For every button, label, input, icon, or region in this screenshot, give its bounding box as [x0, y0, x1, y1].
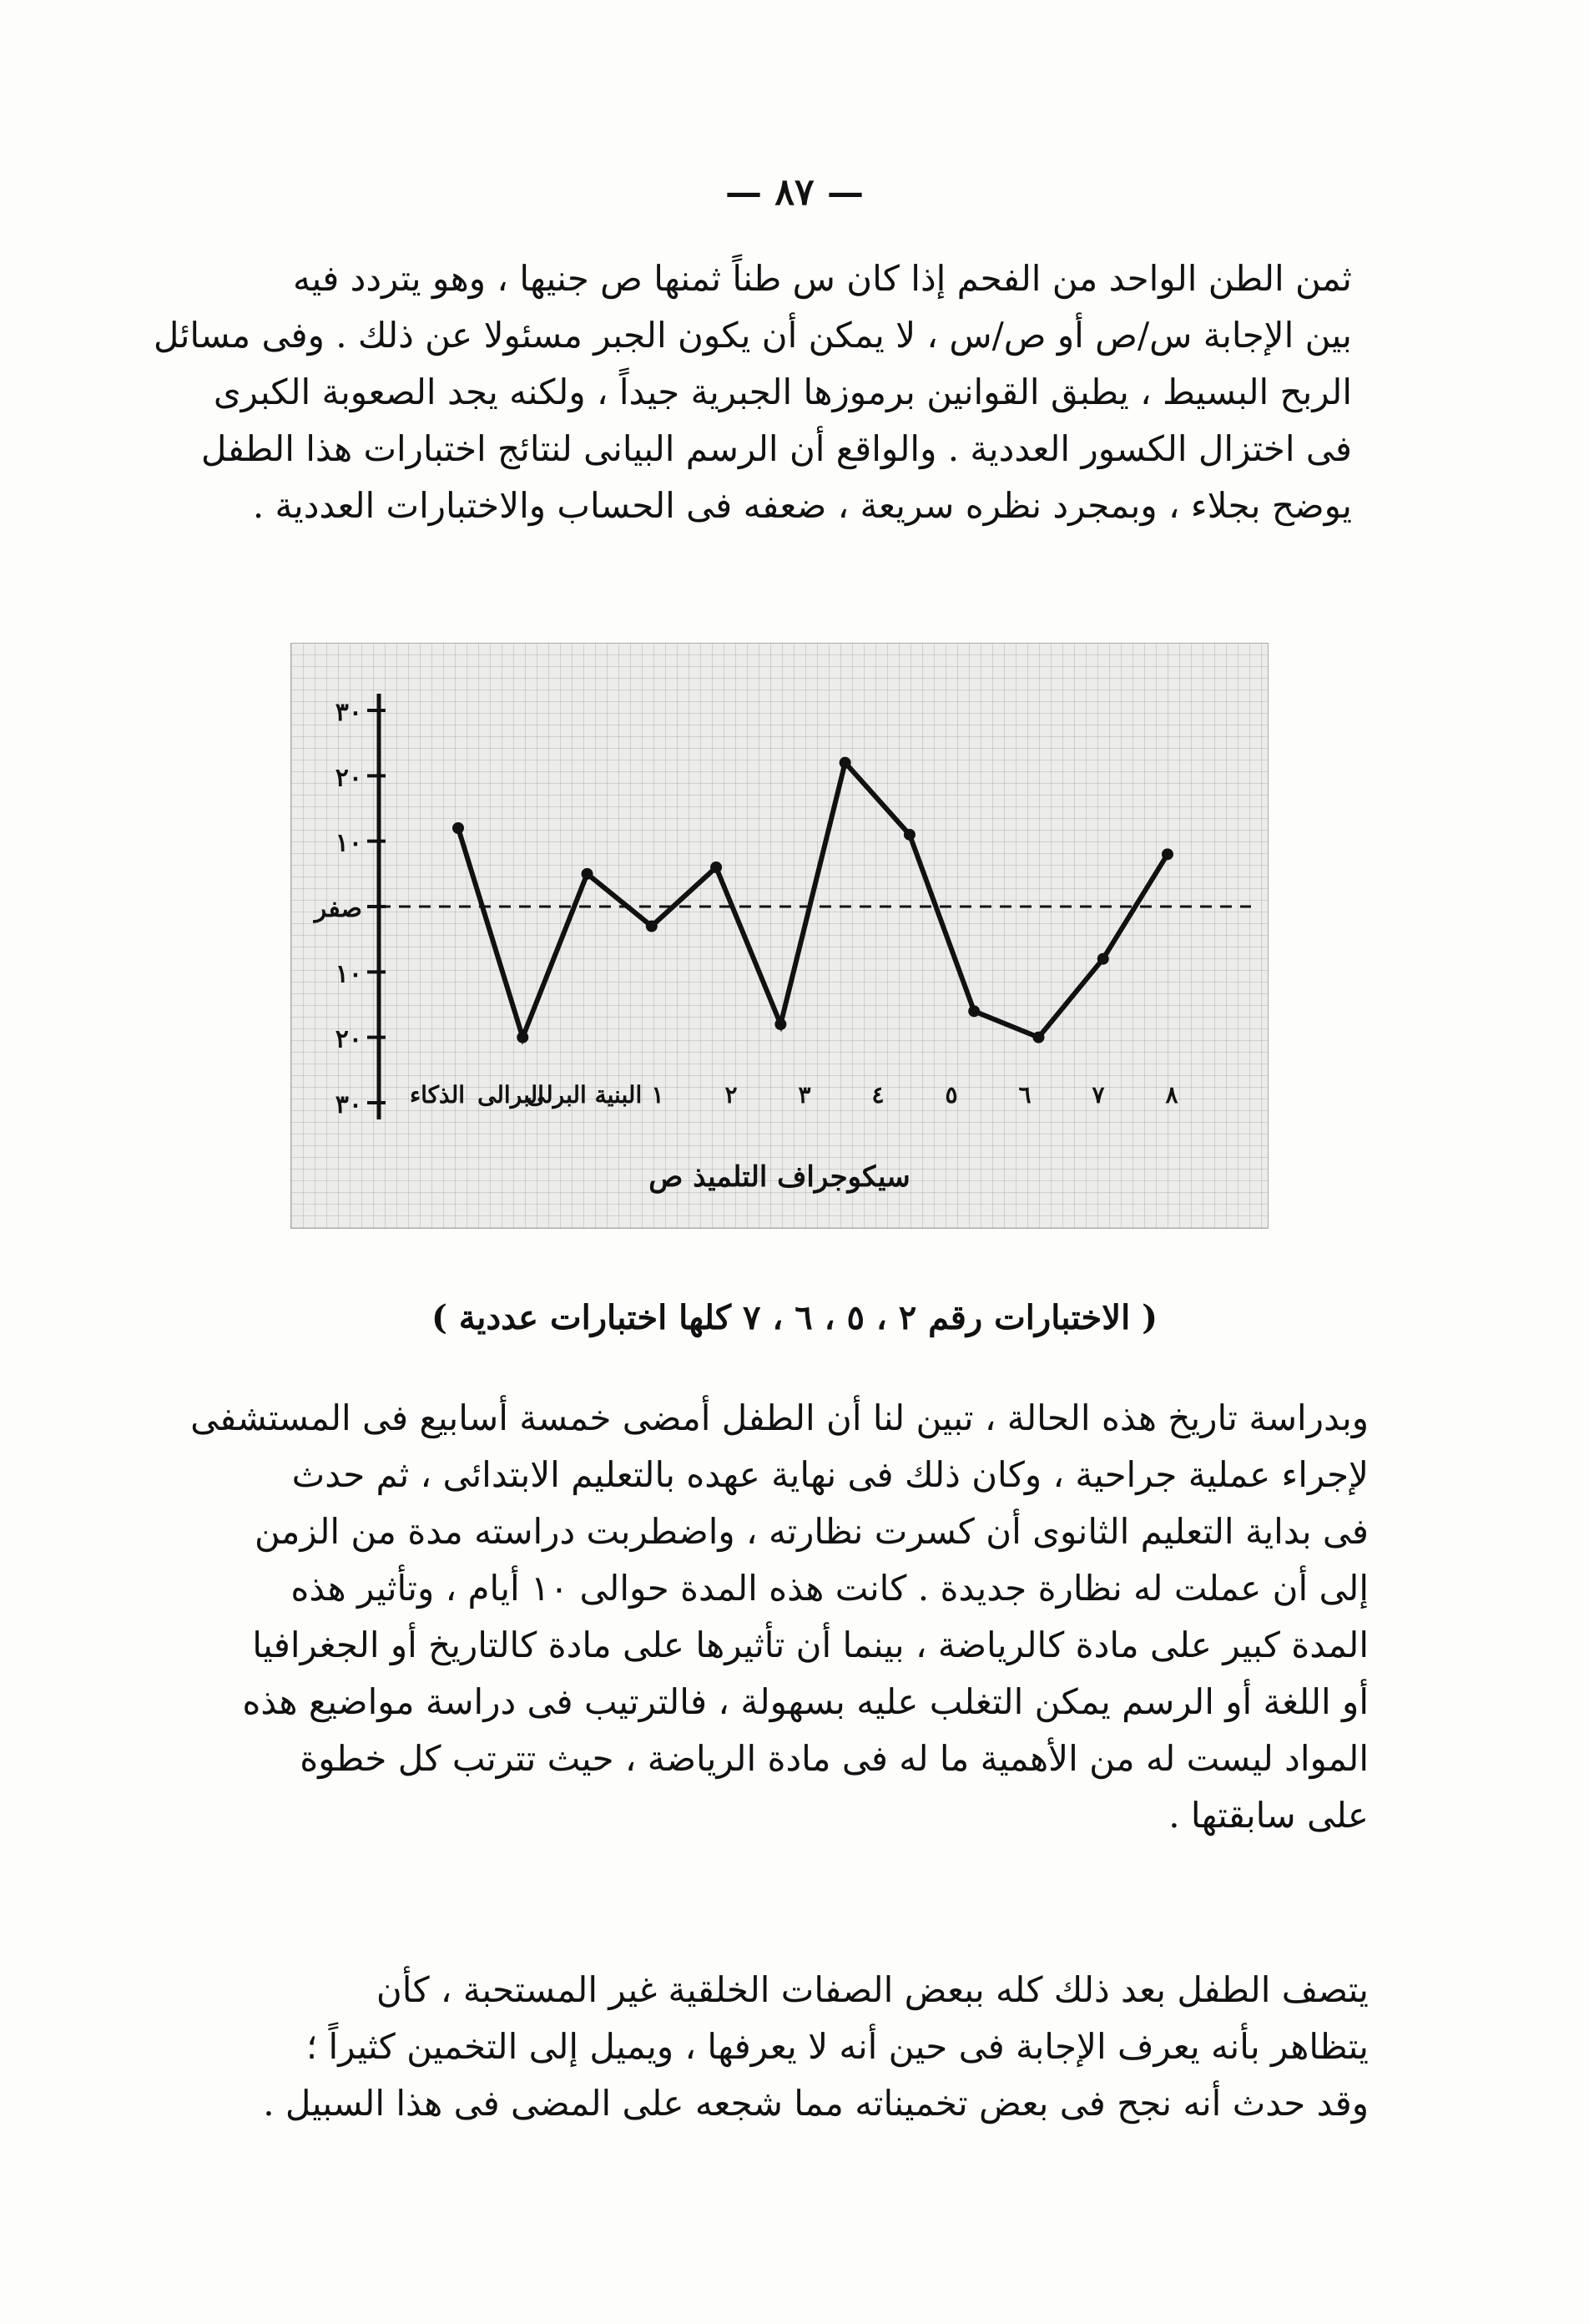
data-point — [904, 829, 916, 841]
data-point — [774, 1018, 786, 1030]
text-line: يتظاهر بأنه يعرف الإجابة فى حين أنه لا يعرفها ، ويميل إلى التخمين كثيراً ؛ — [305, 2026, 1369, 2067]
text-line: وقد حدث أنه نجح فى بعض تخميناته مما شجعه على المضى فى هذا السبيل . — [263, 2083, 1369, 2124]
text-line: يتصف الطفل بعد ذلك كله ببعض الصفات الخلقية غير المستحبة ، كأن — [376, 1969, 1369, 2010]
x-tick-label: ٦ — [1018, 1081, 1032, 1109]
text-line: بين الإجابة س/ص أو ص/س ، لا يمكن أن يكون الجبر مسئولا عن ذلك . وفى مسائل — [153, 315, 1352, 356]
text-line: وبدراسة تاريخ هذه الحالة ، تبين لنا أن الطفل أمضى خمسة أسابيع فى المستشفى — [190, 1397, 1369, 1438]
series-line — [458, 763, 1168, 1038]
text-line: الربح البسيط ، يطبق القوانين برموزها الجبرية جيداً ، ولكنه يجد الصعوبة الكبرى — [213, 371, 1352, 412]
x-tick-label: البرالى — [477, 1081, 544, 1109]
x-tick-label: ٧ — [1092, 1081, 1105, 1109]
x-axis-label: سيكوجراف التلميذ ص — [648, 1160, 911, 1194]
x-tick-label: ٢ — [724, 1081, 738, 1109]
text-line: المواد ليست له من الأهمية ما له فى مادة الرياضة ، حيث تترتب كل خطوة — [300, 1738, 1369, 1779]
data-point — [452, 822, 464, 834]
data-point — [840, 757, 851, 769]
x-tick-label: ٤ — [871, 1081, 885, 1109]
text-line: على سابقتها . — [1168, 1795, 1369, 1836]
text-line: إلى أن عملت له نظارة جديدة . كانت هذه المدة حوالى ١٠ أيام ، وتأثير هذه — [290, 1568, 1369, 1609]
data-point — [646, 921, 658, 932]
psychograph-chart — [290, 643, 1269, 1229]
y-tick-label: ٢٠ — [335, 1024, 362, 1054]
x-tick-label: ١ — [651, 1081, 664, 1109]
body-paragraph-2 — [225, 1962, 1369, 2132]
data-point — [517, 1032, 528, 1043]
data-point — [1097, 953, 1109, 965]
page-number: — ٨٧ — — [725, 171, 864, 214]
y-tick-label: ٣٠ — [335, 698, 362, 727]
y-tick-label: ٣٠ — [335, 1090, 362, 1119]
x-tick-label: ٨ — [1165, 1081, 1178, 1109]
intro-paragraph — [153, 250, 1352, 534]
y-tick-label: صفر — [314, 894, 362, 923]
x-tick-label: الذكاء — [409, 1081, 466, 1109]
text-line: فى اختزال الكسور العددية . والواقع أن الرسم البيانى لنتائج اختبارات هذا الطفل — [200, 428, 1352, 469]
text-line: أو اللغة أو الرسم يمكن التغلب عليه بسهولة ، فالترتيب فى دراسة مواضيع هذه — [242, 1681, 1369, 1722]
text-line: المدة كبير على مادة كالرياضة ، بينما أن تأثيرها على مادة كالتاريخ أو الجغرافيا — [252, 1624, 1369, 1665]
figure-caption: ( الاختبارات رقم ٢ ، ٥ ، ٦ ، ٧ كلها اختبارات عددية ) — [431, 1298, 1158, 1337]
data-point — [582, 868, 593, 880]
data-point — [968, 1005, 980, 1017]
body-paragraph-1 — [190, 1390, 1369, 1844]
data-point — [1032, 1032, 1044, 1043]
x-tick-label: البنية البرلى — [526, 1081, 643, 1109]
text-line: يوضح بجلاء ، وبمجرد نظره سريعة ، ضعفه فى الحساب والاختبارات العددية . — [252, 485, 1352, 526]
data-point — [710, 861, 722, 873]
x-tick-label: ٣ — [798, 1081, 811, 1109]
text-line: لإجراء عملية جراحية ، وكان ذلك فى نهاية عهده بالتعليم الابتدائى ، ثم حدث — [291, 1454, 1369, 1495]
text-line: فى بداية التعليم الثانوى أن كسرت نظارته ، واضطربت دراسته مدة من الزمن — [254, 1511, 1369, 1552]
y-tick-label: ١٠ — [335, 959, 362, 989]
x-tick-label: ٥ — [945, 1081, 958, 1109]
data-point — [1162, 848, 1173, 860]
text-line: ثمن الطن الواحد من الفحم إذا كان س طناً ثمنها ص جنيها ، وهو يتردد فيه — [293, 258, 1352, 299]
y-tick-label: ٢٠ — [335, 763, 362, 793]
y-tick-label: ١٠ — [335, 828, 362, 858]
chart-svg — [291, 644, 1268, 1228]
